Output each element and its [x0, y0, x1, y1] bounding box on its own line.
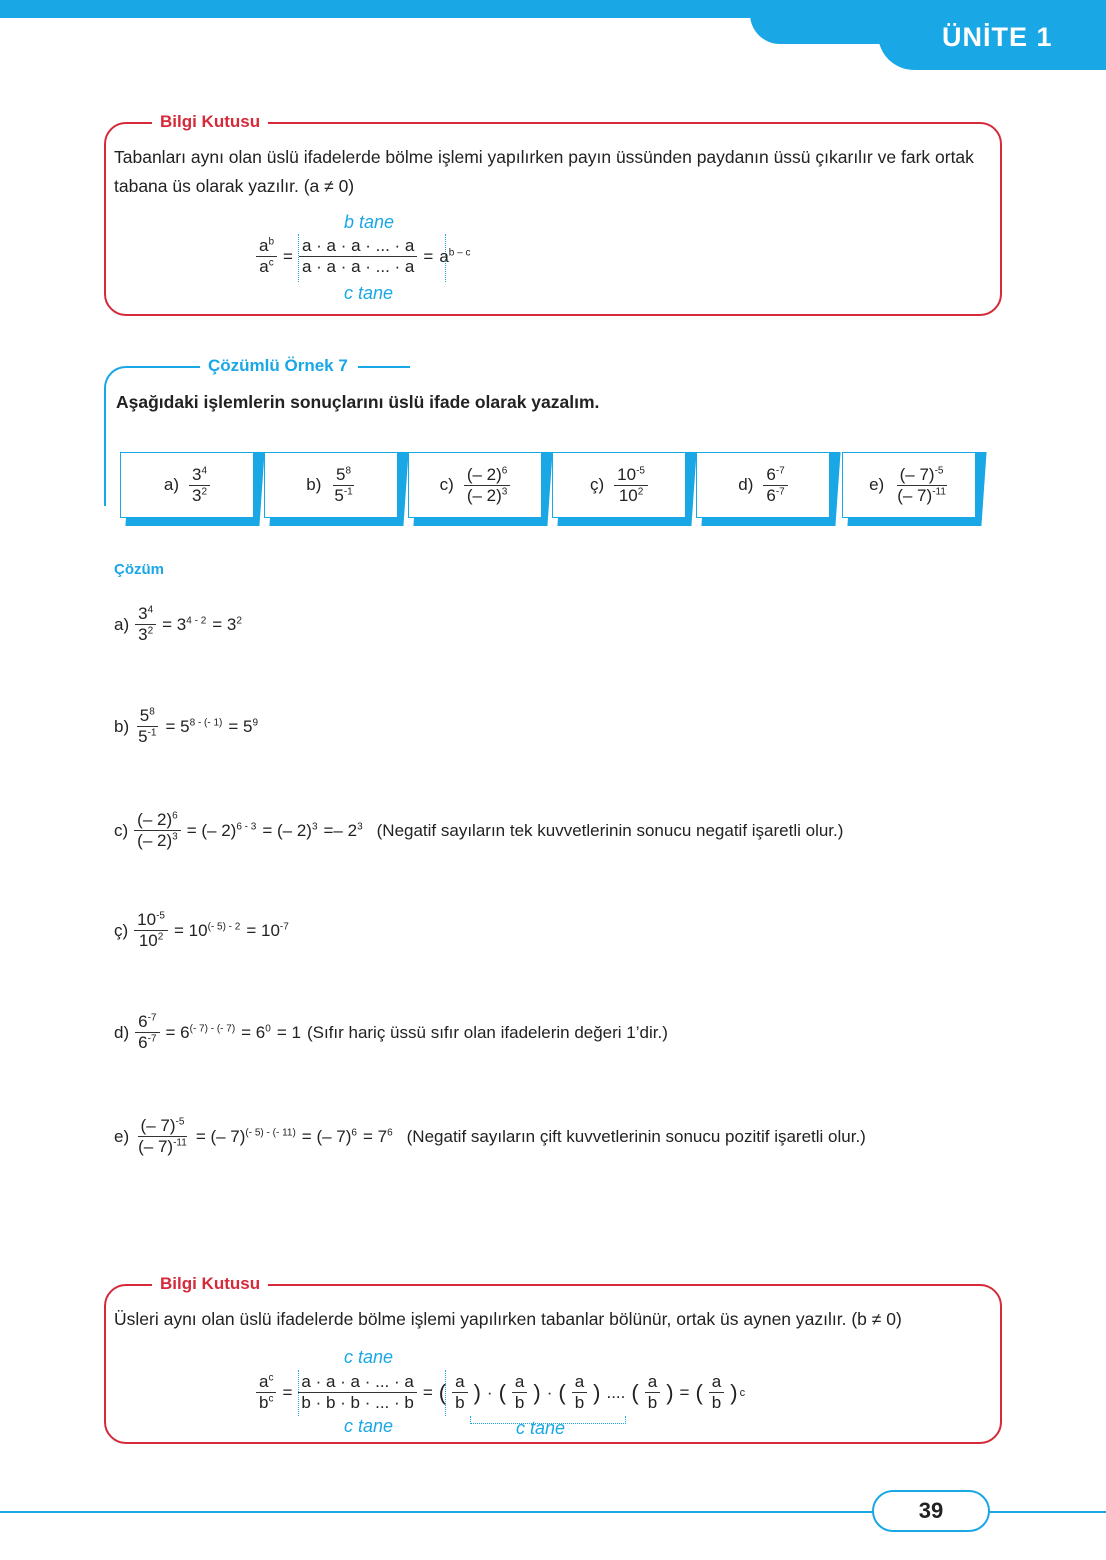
solution-d-note: (Sıfır hariç üssü sıfır olan ifadelerin değeri 1’dir.) [306, 1022, 668, 1042]
info-box-2-bottom-label-right: c tane [516, 1418, 566, 1438]
lhs-fraction: $\frac{a^b}{a^c}$ [256, 236, 277, 277]
example-card-d: d) $\frac{6^{-7}}{6^{-7}}$ [696, 452, 830, 518]
lhs-fraction: $\frac{a^c}{b^c}$ [256, 1372, 276, 1413]
info-box-1-bottom-label: c tane [344, 283, 394, 303]
example-card-c: c) $\frac{(- 2)^6}{(- 2)^3}$ [408, 452, 542, 518]
solution-title: Çözüm [114, 561, 164, 578]
solution-e-note: (Negatif sayıların çift kuvvetlerinin sonucu pozitif işaretli olur.) [406, 1126, 866, 1146]
example-title: Çözümlü Örnek 7 [208, 356, 348, 375]
example-card-a: a) $\frac{3^4}{3^2}$ [120, 452, 254, 518]
info-box-2-top-label: c tane [344, 1347, 394, 1367]
info-box-2-formula: $\frac{a^c}{b^c}$ = $\frac{a \cdot a \cdot a \cdot ... \cdot a}{b \cdot b \cdot b \cdot ... \cdot b}$ = ( $\frac{a}{b}$ ) · ( $\frac{a}{b}$ ) · ( $\frac{a}{b}$ ) .... ( $\frac{a}{b}$ ) = ( $\frac{a}{b}$ ) c [256, 1372, 745, 1413]
info-box-2-title: Bilgi Kutusu [152, 1274, 268, 1294]
result: $a^{b - c}$ [439, 246, 471, 266]
header-tab-shape [750, 0, 890, 44]
solution-c-note: (Negatif sayıların tek kuvvetlerinin sonucu negatif işaretli olur.) [376, 820, 844, 840]
solution-ç: ç) $\frac{10^{-5}}{10^2}$ = $10^{(- 5) - 2}$ = $10^{-7}$ [114, 910, 289, 950]
info-box-1-text: Tabanları aynı olan üslü ifadelerde bölme işlemi yapılırken payın üssünden paydanın üssü çıkarılır ve fark ortak tabana üs olarak yazılır. (a ≠ 0) [114, 147, 974, 196]
expanded-fraction: $\frac{a \cdot a \cdot a \cdot ... \cdot a}{a \cdot a \cdot a \cdot ... \cdot a}$ [299, 236, 417, 277]
solution-c: c) $\frac{(- 2)^6}{(- 2)^3}$ = (– 2)$^{6 - 3}$ = (– 2)$^3$ =– $2^3$ (Negatif sayıların tek kuvvetlerinin sonucu negatif işaretli olur.) [114, 810, 844, 850]
example-card-e: e) $\frac{(- 7)^{-5}}{(- 7)^{-11}}$ [842, 452, 976, 518]
solution-b: b) $\frac{5^8}{5^{-1}}$ = $5^{8 - (- 1)}$ = $5^9$ [114, 706, 259, 746]
example-title-line [358, 366, 410, 368]
example-card-ç: ç) $\frac{10^{-5}}{10^2}$ [552, 452, 686, 518]
unit-label: ÜNİTE 1 [942, 22, 1053, 52]
info-box-1-top-label: b tane [344, 212, 395, 232]
example-card-b: b) $\frac{5^8}{5^{-1}}$ [264, 452, 398, 518]
info-box-2-text: Üsleri aynı olan üslü ifadelerde bölme işlemi yapılırken tabanlar bölünür, ortak üs aynen yazılır. (b ≠ 0) [114, 1309, 902, 1329]
info-box-1-title: Bilgi Kutusu [152, 112, 268, 132]
expanded-fraction: $\frac{a \cdot a \cdot a \cdot ... \cdot a}{b \cdot b \cdot b \cdot ... \cdot b}$ [298, 1372, 416, 1413]
solution-a: a) $\frac{3^4}{3^2}$ = $3^{4 - 2}$ = $3^2$ [114, 604, 242, 644]
page-number: 39 [918, 1498, 944, 1523]
solution-d: d) $\frac{6^{-7}}{6^{-7}}$ = $6^{(- 7) - (- 7)}$ = $6^0$ = 1 (Sıfır hariç üssü sıfır olan ifadelerin değeri 1’dir.) [114, 1012, 668, 1052]
example-prompt: Aşağıdaki işlemlerin sonuçlarını üslü ifade olarak yazalım. [116, 392, 600, 412]
info-box-1-formula: $\frac{a^b}{a^c}$ = $\frac{a \cdot a \cdot a \cdot ... \cdot a}{a \cdot a \cdot a \cdot ... \cdot a}$ = $a^{b - c}$ [256, 236, 470, 277]
info-box-2-bottom-label-left: c tane [344, 1416, 394, 1436]
solution-e: e) $\frac{(- 7)^{-5}}{(- 7)^{-11}}$ = (– 7)$^{(- 5) - (- 11)}$ = (– 7)$^6$ = $7^6$ (Negatif sayıların çift kuvvetlerinin sonucu pozitif işaretli olur.) [114, 1116, 866, 1156]
